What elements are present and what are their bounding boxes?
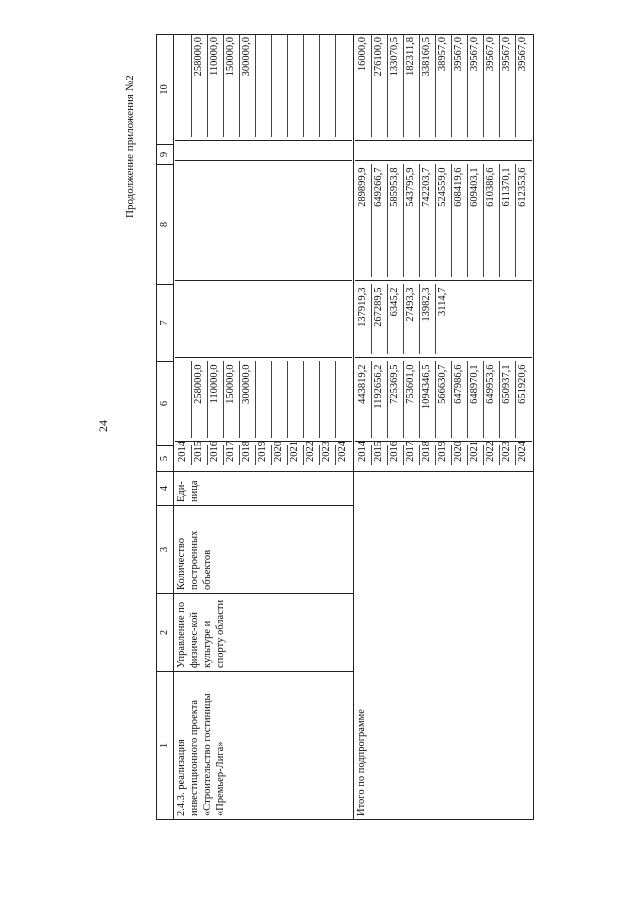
column-number-row — [157, 35, 174, 820]
year: 2017 — [224, 446, 240, 466]
cell — [288, 362, 304, 439]
column-header-10: 10 — [157, 35, 174, 145]
year: 2019 — [436, 446, 452, 466]
cell: 338160,5 — [420, 34, 436, 138]
total-years — [356, 441, 531, 466]
cell — [304, 362, 320, 439]
cell: 13982,3 — [420, 285, 436, 355]
column-header-2: 2 — [157, 594, 174, 672]
cell: 1094346,5 — [420, 362, 436, 439]
cell: 39567,0 — [517, 37, 528, 72]
cell: 27493,3 — [404, 285, 420, 355]
cell: 725369,5 — [388, 362, 404, 439]
column-header-9: 9 — [157, 145, 174, 165]
cell — [336, 362, 351, 439]
total-col8-values — [356, 165, 531, 278]
cell: 276100,0 — [372, 34, 388, 138]
year: 2024 — [517, 441, 528, 462]
page-number: 24 — [96, 420, 110, 432]
cell — [272, 362, 288, 439]
year: 2015 — [192, 446, 208, 466]
total-col7-values — [356, 285, 451, 355]
cell: 39567,0 — [452, 34, 468, 138]
year: 2018 — [420, 446, 436, 466]
rotated-table-container — [156, 35, 528, 820]
cell: 258000,0 — [192, 362, 208, 439]
cell: 6345,2 — [388, 285, 404, 355]
cell — [320, 362, 336, 439]
year: 2020 — [272, 446, 288, 466]
year: 2018 — [240, 446, 256, 466]
cell: 610386,6 — [484, 165, 500, 278]
cell: 16000,0 — [356, 34, 372, 138]
cell: 611370,1 — [500, 165, 516, 278]
year: 2014 — [356, 446, 372, 466]
cell: 649266,7 — [372, 165, 388, 278]
cell: 1192656,2 — [372, 362, 388, 439]
cell — [272, 34, 288, 138]
cell: 612353,6 — [517, 167, 528, 207]
unit: Еди-ница — [174, 472, 354, 506]
cell: 3114,7 — [437, 287, 448, 316]
cell: 608419,6 — [452, 165, 468, 278]
cell: 648970,1 — [468, 362, 484, 439]
cell — [256, 34, 272, 138]
event-name: 2.4.3. реализация инвестиционного проекта «Строительство гостиницы «Премьер-Лига» — [174, 672, 354, 820]
year: 2017 — [404, 446, 420, 466]
appendix-table — [156, 34, 534, 820]
cell: 742203,7 — [420, 165, 436, 278]
cell — [176, 34, 192, 138]
year: 2016 — [208, 446, 224, 466]
cell: 39567,0 — [500, 34, 516, 138]
cell: 110000,0 — [208, 362, 224, 439]
cell: 150000,0 — [224, 34, 240, 138]
year: 2023 — [500, 446, 516, 466]
indicator: Количество построенных объектов — [174, 506, 354, 594]
cell: 39567,0 — [484, 34, 500, 138]
cell: 649953,6 — [484, 362, 500, 439]
year: 2024 — [337, 441, 348, 462]
cell: 650937,1 — [500, 362, 516, 439]
total-label: Итого по подпрограмме — [354, 472, 534, 820]
cell — [320, 34, 336, 138]
cell — [256, 362, 272, 439]
cell: 651920,6 — [517, 364, 528, 404]
cell: 267289,5 — [372, 285, 388, 355]
section-years — [176, 441, 351, 466]
cell: 133070,5 — [388, 34, 404, 138]
cell — [176, 362, 192, 439]
column-header-5: 5 — [157, 446, 174, 472]
year: 2022 — [304, 446, 320, 466]
total-col6-values — [356, 362, 531, 439]
cell — [288, 34, 304, 138]
cell: 609403,1 — [468, 165, 484, 278]
section-col6-values — [176, 362, 351, 439]
year: 2022 — [484, 446, 500, 466]
year: 2019 — [256, 446, 272, 466]
column-header-7: 7 — [157, 285, 174, 362]
executor: Управление по физичес-кой культуре и спорту области — [174, 594, 354, 672]
cell: 300000,0 — [240, 362, 256, 439]
year: 2021 — [288, 446, 304, 466]
cell: 182311,8 — [404, 34, 420, 138]
cell: 647986,6 — [452, 362, 468, 439]
cell: 300000,0 — [240, 34, 256, 138]
year: 2016 — [388, 446, 404, 466]
cell: 543795,9 — [404, 165, 420, 278]
column-header-6: 6 — [157, 362, 174, 446]
column-header-4: 4 — [157, 472, 174, 506]
cell: 753601,0 — [404, 362, 420, 439]
cell: 150000,0 — [224, 362, 240, 439]
section-values — [174, 35, 354, 472]
cell: 443819,2 — [356, 362, 372, 439]
column-header-3: 3 — [157, 506, 174, 594]
cell: 524559,0 — [436, 165, 452, 278]
column-header-1: 1 — [157, 672, 174, 820]
cell: 585953,8 — [388, 165, 404, 278]
total-col10-values — [356, 34, 531, 138]
cell: 566630,7 — [436, 362, 452, 439]
section-col10-values — [176, 34, 351, 138]
cell — [304, 34, 320, 138]
cell: 38957,0 — [436, 34, 452, 138]
total-row — [354, 35, 534, 820]
section-row — [174, 35, 354, 820]
year: 2020 — [452, 446, 468, 466]
year: 2014 — [176, 446, 192, 466]
cell: 39567,0 — [468, 34, 484, 138]
appendix-caption: Продолжение приложения №2 — [124, 75, 136, 218]
total-values — [354, 35, 534, 472]
cell: 110000,0 — [208, 34, 224, 138]
year: 2015 — [372, 446, 388, 466]
year: 2023 — [320, 446, 336, 466]
cell: 289899,9 — [356, 165, 372, 278]
year: 2021 — [468, 446, 484, 466]
cell: 258000,0 — [192, 34, 208, 138]
cell: 137919,3 — [356, 285, 372, 355]
cell — [336, 34, 351, 138]
column-header-8: 8 — [157, 165, 174, 285]
